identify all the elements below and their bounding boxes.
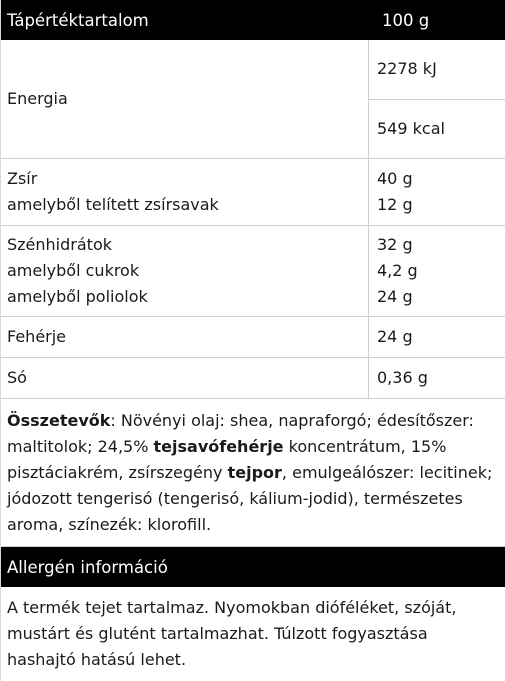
fat-label: Zsír xyxy=(7,169,38,188)
carb-value: 32 g xyxy=(377,235,413,254)
fat-labels xyxy=(1,159,368,225)
saturated-fat-value: 12 g xyxy=(377,195,413,214)
header-per: 100 g xyxy=(382,10,430,30)
carb-labels xyxy=(1,226,368,316)
fat-value: 40 g xyxy=(377,169,413,188)
carbohydrate-row xyxy=(1,226,505,317)
energy-kcal: 549 kcal xyxy=(369,99,505,159)
ingredients-title: Összetevők xyxy=(7,411,111,430)
protein-label: Fehérje xyxy=(7,327,67,346)
carb-label: Szénhidrátok xyxy=(7,235,112,254)
salt-label: Só xyxy=(7,368,27,387)
ingredients-part-1: : Növényi olaj: shea, napraforgó; édesítőszer: maltitolok; 24,5% xyxy=(7,411,474,456)
salt-row xyxy=(1,358,505,399)
allergen-text: A termék tejet tartalmaz. Nyomokban dióféléket, szóját, mustárt és glutént tartalmazhat. Túlzott fogyasztása hashajtó hatású lehet. xyxy=(7,598,457,669)
protein-row xyxy=(1,317,505,358)
ingredients-text xyxy=(1,399,505,547)
energy-label: Energia xyxy=(7,89,68,108)
fat-row xyxy=(1,159,505,226)
carb-values xyxy=(368,226,505,316)
polyol-label: amelyből poliolok xyxy=(7,287,148,306)
allergen-title: Allergén információ xyxy=(1,547,505,587)
protein-value: 24 g xyxy=(368,317,505,357)
ingredients-bold-2: tejpor xyxy=(227,463,282,482)
fat-values xyxy=(368,159,505,225)
table-header xyxy=(1,0,505,40)
ingredients-part-3: , emulgeálószer: lecitinek; jódozott tengerisó (tengerisó, kálium-jodid), természetes aroma, színezék: klorofill. xyxy=(7,463,493,534)
ingredients-bold-1: tejsavófehérje xyxy=(153,437,284,456)
saturated-fat-label: amelyből telített zsírsavak xyxy=(7,195,219,214)
ingredients-part-2: koncentrátum, 15% pisztáciakrém, zsírszegény xyxy=(7,437,447,482)
salt-value: 0,36 g xyxy=(368,358,505,398)
sugar-value: 4,2 g xyxy=(377,261,418,280)
energy-kj: 2278 kJ xyxy=(377,59,437,79)
energy-row xyxy=(1,40,505,159)
sugar-label: amelyből cukrok xyxy=(7,261,140,280)
polyol-value: 24 g xyxy=(377,287,413,306)
energy-values xyxy=(368,40,505,158)
header-label: Tápértéktartalom xyxy=(7,10,149,30)
